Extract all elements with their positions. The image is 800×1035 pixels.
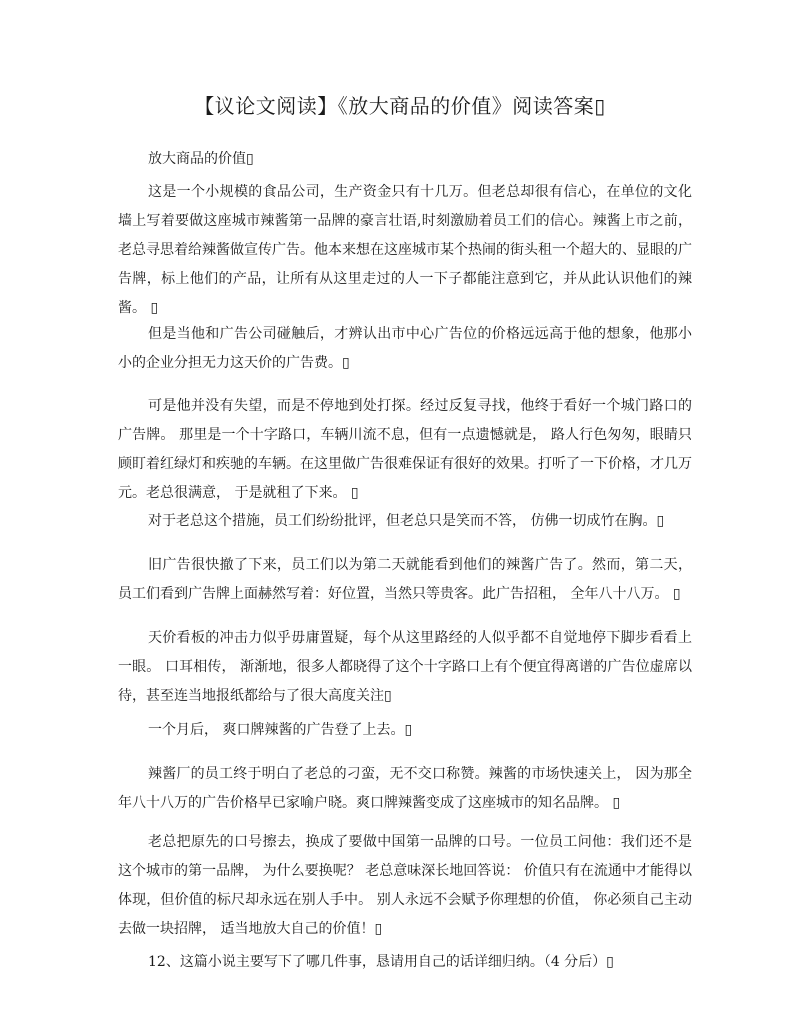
paragraph-1: 这是一个小规模的食品公司，生产资金只有十几万。但老总却很有信心，在单位的文化墙上写着要做这座城市辣酱第一品牌的豪言壮语,时刻激励着员工们的信心。辣酱上市之前，老总寻思着给辣酱做宣传广告。他本来想在这座城市某个热闹的街头租一个超大的、显眼的广告牌，标上他们的产品，让所有从这里走过的人一下子都能注意到它，并从此认识他们的辣酱。 ▯ — [118, 184, 692, 316]
paragraph-8: 辣酱厂的员工终于明白了老总的刁蛮，无不交口称赞。辣酱的市场快速关上， 因为那全年八十八万的广告价格早已家喻户晓。爽口牌辣酱变成了这座城市的知名品牌。 ▯ — [118, 766, 692, 811]
article-subheading: 放大商品的价值▯ — [148, 151, 254, 167]
paragraph-5: 旧广告很快撤了下来，员工们以为第二天就能看到他们的辣酱广告了。然而，第二天，员工们看到广告牌上面赫然写着：好位置，当然只等贵客。此广告招租， 全年八十八万。 ▯ — [118, 557, 692, 602]
paragraph-7: 一个月后， 爽口牌辣酱的广告登了上去。▯ — [148, 722, 413, 738]
paragraph-9: 老总把原先的口号擦去，换成了要做中国第一品牌的口号。一位员工问他：我们还不是这个城市的第一品牌， 为什么要换呢？ 老总意味深长地回答说： 价值只有在流通中才能得以体现，但价值的标尺却永远在别人手中。 别人永远不会赋予你理想的价值， 你必须自己主动去做一块招牌， 适当地放大自己的价值！▯ — [118, 834, 692, 937]
paragraph-2: 但是当他和广告公司碰触后，才辨认出市中心广告位的价格远远高于他的想象，他那小小的企业分担无力这天价的广告费。▯ — [118, 326, 692, 371]
document-title: 【议论文阅读】《放大商品的价值》阅读答案▯ — [194, 94, 606, 118]
paragraph-6: 天价看板的冲击力似乎毋庸置疑，每个从这里路经的人似乎都不自觉地停下脚步看看上一眼。 口耳相传， 渐渐地，很多人都晓得了这个十字路口上有个便宜得离谱的广告位虚席以待，甚至连当地报纸都给与了很大高度关注▯ — [118, 630, 692, 704]
question-12: 12、这篇小说主要写下了哪几件事，恳请用自己的话详细归纳。（4 分后）▯ — [148, 954, 614, 970]
paragraph-3: 可是他并没有失望，而是不停地到处打探。经过反复寻找，他终于看好一个城门路口的广告牌。 那里是一个十字路口，车辆川流不息，但有一点遗憾就是， 路人行色匆匆，眼睛只顾盯着红绿灯和疾驰的车辆。在这里做广告很难保证有很好的效果。打听了一下价格，才几万元。老总很满意， 于是就租了下来。 ▯ — [118, 398, 692, 501]
paragraph-4: 对于老总这个措施，员工们纷纷批评，但老总只是笑而不答， 仿佛一切成竹在胸。▯ — [148, 513, 665, 529]
